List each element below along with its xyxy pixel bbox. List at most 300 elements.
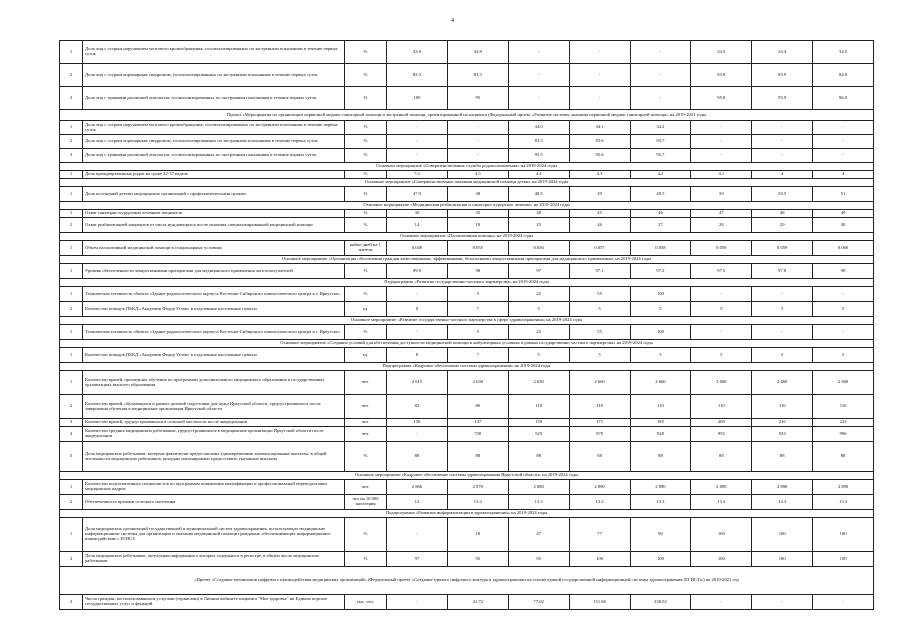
value-cell: - [691,121,752,135]
value-cell: 0.049 [387,241,448,256]
value-cell: 100 [752,518,813,552]
value-cell: 151.86 [569,595,630,610]
value-cell: 100 [569,552,630,567]
section-header-row [60,279,874,287]
indicator-name: Доля лиц с острым коронарным синдромом, госпитализированных по экстренным показаниям в течение первых суток [83,64,345,87]
value-cell: 12 [387,495,448,510]
unit: чел на 10 000 населения [345,495,387,510]
value-cell: 27 [630,218,691,233]
value-cell: 98 [813,264,874,279]
value-cell: 2 890 [752,480,813,495]
value-cell: - [752,121,813,135]
table-row [60,552,874,567]
value-cell: 46 [630,210,691,218]
indicator-name: Доля медицинских работников, актуальная информация о которых содержится в регистре, в общем числе медицинских работников [83,552,345,567]
value-cell: 8 [387,302,448,317]
value-cell: 88 [569,442,630,472]
value-cell: 5 [508,348,569,363]
row-number: 2 [60,302,83,317]
indicator-name: Количество врачей, трудоустроившихся в сельской местности после аккредитации [83,419,345,427]
value-cell: 97.5 [691,264,752,279]
value-cell: 25 [508,287,569,302]
value-cell: 88 [752,442,813,472]
value-cell: 2 615 [387,371,448,395]
value-cell: 979 [569,427,630,442]
page-number: 4 [451,18,454,24]
value-cell: 34.5 [813,41,874,64]
row-number: 2 [60,218,83,233]
value-cell: 95.5 [508,149,569,163]
value-cell: 2 660 [630,371,691,395]
section-title: Основное мероприятие «Организация обеспечения граждан качественными, эффективными, безопасными лекарственными препаратами для медицинского применения» на 2019-2024 годы [60,256,874,264]
value-cell: 100 [691,552,752,567]
value-cell: 98 [447,264,508,279]
value-cell: 0.059 [752,241,813,256]
value-cell: 2 890 [691,480,752,495]
value-cell: 33.8 [387,41,448,64]
value-cell: 0.055 [447,241,508,256]
value-cell: 95.9 [752,87,813,110]
value-cell: 50 [691,187,752,202]
value-cell: 4.5 [447,171,508,179]
value-cell: 83.3 [387,64,448,87]
value-cell: 110 [508,395,569,419]
value-cell: 0.057 [569,241,630,256]
value-cell: 82 [387,395,448,419]
value-cell: 2 890 [813,480,874,495]
indicator-name: Число граждан, воспользовавшихся услугами (сервисами) в Личном кабинете пациента "Мое здоровье" на Едином портале государственных услуг и функций [83,595,345,610]
row-number: 1 [60,210,83,218]
value-cell: 28 [691,218,752,233]
value-cell: 0.060 [813,241,874,256]
value-cell: - [752,135,813,149]
value-cell: - [691,325,752,340]
value-cell: 25 [508,218,569,233]
unit: % [345,210,387,218]
value-cell: 49 [813,210,874,218]
row-number: 1 [60,348,83,363]
indicator-name: Доля лиц с травмами различной этиологии, госпитализированных по экстренным показаниям в течение первых суток [83,149,345,163]
value-cell: 13.3 [630,495,691,510]
value-cell: 88 [508,442,569,472]
row-number: 2 [60,395,83,419]
unit: чел. [345,371,387,395]
section-header-row [60,110,874,121]
value-cell: 13.3 [752,495,813,510]
value-cell: - [691,149,752,163]
value-cell: 8 [387,348,448,363]
value-cell: - [752,149,813,163]
unit: чел. [345,395,387,419]
value-cell: 136 [387,419,448,427]
unit: % [345,518,387,552]
value-cell: 100 [630,287,691,302]
value-cell: 77 [569,518,630,552]
value-cell: 2 660 [813,371,874,395]
value-cell: 5 [691,302,752,317]
row-number: 1 [60,187,83,202]
table-row [60,287,874,302]
value-cell: 925 [508,427,569,442]
unit: % [345,171,387,179]
value-cell: 34.0 [508,121,569,135]
value-cell: 5 [569,348,630,363]
section-title: Основное мероприятие «Совершенствование службы родовспоможения» на 2019-2024 годы [60,163,874,171]
value-cell: 100 [813,552,874,567]
value-cell: 4.1 [691,171,752,179]
table-row [60,371,874,395]
value-cell: - [752,287,813,302]
value-cell: 95 [447,87,508,110]
value-cell: 233 [813,419,874,427]
section-header-row [60,202,874,210]
value-cell: 97.8 [752,264,813,279]
table-row [60,325,874,340]
row-number: 3 [60,87,83,110]
value-cell: 933 [752,427,813,442]
section-title: «Проект «Создание механизмов цифрового взаимодействия медицинских организаций» (Федеральный проект «Создание единого цифрового контура в здравоохранении на основе единой государственной информационной системы здравоохранения (ЕГИСЗ)») на 2019-2021 год [60,567,874,595]
table-row [60,480,874,495]
value-cell: 84.0 [813,64,874,87]
value-cell: 7.2 [387,171,448,179]
value-cell: 45 [569,210,630,218]
value-cell: - [630,87,691,110]
value-cell: 5 [813,302,874,317]
value-cell: 2 890 [630,480,691,495]
value-cell: 13.3 [691,495,752,510]
value-cell: 5 [752,302,813,317]
value-cell: 47 [508,518,569,552]
value-cell: 97.2 [630,264,691,279]
unit: % [345,41,387,64]
value-cell: 86 [447,395,508,419]
unit: % [345,218,387,233]
value-cell: 738 [447,427,508,442]
table-row [60,210,874,218]
value-cell: 83.6 [569,135,630,149]
value-cell: 26 [569,218,630,233]
value-cell: 48 [752,210,813,218]
section-header-row [60,256,874,264]
value-cell: 30 [813,218,874,233]
indicator-name: Доля преждевременных родов на сроке 22-37 недель [83,171,345,179]
unit: чел. [345,419,387,427]
value-cell: 216 [752,419,813,427]
row-number: 2 [60,495,83,510]
section-header-row [60,340,874,348]
value-cell: 33.8 [447,41,508,64]
value-cell: - [813,287,874,302]
table-row [60,171,874,179]
value-cell: 96.0 [813,87,874,110]
value-cell: 2 660 [569,371,630,395]
value-cell: 95.6 [569,149,630,163]
value-cell: 110 [813,395,874,419]
value-cell: 25 [508,325,569,340]
indicator-name: Доля лиц с острым нарушением мозгового кровообращения, госпитализированных по экстренным показаниям в течение первых суток [83,121,345,135]
value-cell: - [508,87,569,110]
value-cell: 4 [752,171,813,179]
value-cell: 83.7 [630,135,691,149]
value-cell: 49 [569,187,630,202]
unit: % [345,187,387,202]
row-number: 1 [60,121,83,135]
indicator-name: Количество врачей, прошедших обучение по программам дополнительного медицинского образования в государственных организациях высшего образования [83,371,345,395]
value-cell: 34.3 [691,41,752,64]
unit: % [345,325,387,340]
value-cell: 47 [691,210,752,218]
indicator-name: Уровень обеспеченности лекарственными препаратами для медицинского применения льготополучателей [83,264,345,279]
value-cell: - [752,325,813,340]
indicator-name: Объем паллиативной медицинской помощи в стационарных условиях [83,241,345,256]
unit: % [345,135,387,149]
row-number: 1 [60,371,83,395]
value-cell: - [387,287,448,302]
value-cell: - [447,135,508,149]
table-row [60,241,874,256]
value-cell: 238.92 [630,595,691,610]
value-cell: 34.2 [630,121,691,135]
value-cell: 0.059 [691,241,752,256]
value-cell: 4.4 [508,171,569,179]
value-cell: 100 [630,552,691,567]
unit: % [345,552,387,567]
value-cell: 88 [813,442,874,472]
value-cell: 18 [447,518,508,552]
value-cell: 928 [630,427,691,442]
indicator-name: Доля лиц с острым коронарным синдромом, госпитализированных по экстренным показаниям в течение первых суток [83,135,345,149]
row-number: 1 [60,480,83,495]
indicator-name: Количество врачей, обучающихся в рамках целевой подготовки для нужд Иркутской области, трудоустроившихся после завершения обучения в медицинские организации Иркутской области [83,395,345,419]
value-cell: 14 [387,218,448,233]
row-number: 3 [60,419,83,427]
unit: % [345,287,387,302]
value-cell: 51 [813,187,874,202]
value-cell: 185 [630,419,691,427]
value-cell: 95 [447,552,508,567]
row-number: 1 [60,264,83,279]
indicator-name: Количество средних медицинских работников, трудоустроившихся в медицинские организации Иркутской области после аккредитации [83,427,345,442]
value-cell: - [447,121,508,135]
value-cell: 35 [447,210,508,218]
value-cell: 171 [569,419,630,427]
value-cell: 41.72 [447,595,508,610]
indicator-name: Доля медицинских организаций государственной и муниципальной систем здравоохранения, использующих медицинские информационные системы для организации и оказания медицинской помощи гражданам, обеспечивающих информационное взаимодействие с ЕГИСЗ [83,518,345,552]
indicator-name: Количество поводок ПБКД «Академик Федор Углов» в отдаленные населенные пункты [83,348,345,363]
section-title: Основное мероприятие «Создание условий для обеспечения доступности медицинской помощи в амбулаторных условиях в рамках государственно-частного партнерства» на 2019-2024 годы [60,340,874,348]
value-cell: 49.5 [630,187,691,202]
value-cell: - [569,41,630,64]
table-row [60,41,874,64]
value-cell: 5 [508,302,569,317]
value-cell: 77.02 [508,595,569,610]
value-cell: 50.5 [752,187,813,202]
value-cell: 996 [813,427,874,442]
unit: % [345,87,387,110]
value-cell: 95 [508,552,569,567]
indicator-name: Количество поводок ПБКД «Академик Федор Углов» в отдаленные населенные пункты [83,302,345,317]
value-cell: 55 [569,287,630,302]
indicator-name: Обеспеченность врачами сельского населения [83,495,345,510]
section-title: Основное мероприятие «Кадровое обеспечение системы здравоохранения Иркутской области» на 2019-2024 годы [60,472,874,480]
section-title: Основное мероприятие «Совершенствование оказания медицинской помощи детям» на 2019-2024 годы [60,179,874,187]
value-cell: 88 [691,442,752,472]
value-cell: - [752,595,813,610]
value-cell: 95.7 [630,149,691,163]
table-row [60,442,874,472]
section-header-row [60,472,874,480]
value-cell: 5 [447,287,508,302]
value-cell: 48.5 [508,187,569,202]
unit: чел. [345,427,387,442]
value-cell: 100 [752,552,813,567]
table-row [60,419,874,427]
indicators-table [59,40,874,610]
indicator-name: Количество подготовленных специалистов по программам повышения квалификации и профессиональной переподготовки медицинских кадров [83,480,345,495]
indicator-name: Доля лиц с травмами различной этиологии, госпитализированных по экстренным показаниям в течение первых суток [83,87,345,110]
value-cell: 13.3 [447,495,508,510]
section-title: Подпрограмма «Кадровое обеспечение системы здравоохранения» на 2019-2024 годы [60,363,874,371]
table-row [60,348,874,363]
value-cell: - [447,149,508,163]
row-number: 1 [60,518,83,552]
table-row [60,427,874,442]
section-header-row [60,233,874,241]
row-number: 4 [60,427,83,442]
unit: чел. [345,480,387,495]
value-cell: 2 630 [447,371,508,395]
indicator-name: Доля медицинских работников, которым фактически предоставлены единовременные компенсационные выплаты, в общей численности медицинских работников, которым запланировано предоставить указанные выплаты [83,442,345,472]
unit: тыс. чел. [345,595,387,610]
section-header-row [60,510,874,518]
value-cell: 0.058 [630,241,691,256]
table-row [60,64,874,87]
value-cell: 34.1 [569,121,630,135]
value-cell: 147 [447,419,508,427]
row-number: 2 [60,552,83,567]
value-cell: 5 [569,302,630,317]
value-cell: - [569,87,630,110]
table-row [60,264,874,279]
value-cell: 100 [691,518,752,552]
section-title: Основное мероприятие «Паллиативная помощь» на 2019-2024 годы [60,233,874,241]
unit: % [345,121,387,135]
value-cell: 100 [387,87,448,110]
unit: % [345,64,387,87]
indicator-name: Техническая готовность объекта «Здание радиологического корпуса Восточно-Сибирского онкологического центра в г. Иркутске» [83,325,345,340]
value-cell: 159 [508,419,569,427]
value-cell: - [387,427,448,442]
value-cell: 2 866 [387,480,448,495]
value-cell: 83.5 [508,135,569,149]
value-cell: - [387,149,448,163]
value-cell: 100 [813,518,874,552]
section-title: Подпрограмма «Развитие государственно-частного партнерства» на 2019-2024 годы [60,279,874,287]
value-cell: 7 [447,348,508,363]
table-row [60,495,874,510]
value-cell: 97 [387,552,448,567]
unit: ед. [345,348,387,363]
value-cell: 29 [752,218,813,233]
indicator-name: Охват санаторно-курортным лечением пациентов [83,210,345,218]
value-cell: 200 [691,419,752,427]
value-cell: - [691,287,752,302]
section-title: Основное мероприятие «Медицинская реабилитация и санаторно-курортное лечение» на 2019-2024 годы [60,202,874,210]
value-cell: 2 890 [569,480,630,495]
value-cell: 18 [447,218,508,233]
row-number: 3 [60,595,83,610]
section-header-row [60,317,874,325]
value-cell: 5 [447,325,508,340]
unit: ед. [345,302,387,317]
value-cell: 4 [813,171,874,179]
value-cell: 2 880 [508,480,569,495]
value-cell: 30 [387,210,448,218]
value-cell: 88 [630,442,691,472]
value-cell: 2 630 [508,371,569,395]
value-cell: 5 [630,348,691,363]
section-header-row [60,179,874,187]
unit: % [345,149,387,163]
value-cell: 110 [630,395,691,419]
value-cell: 47.9 [387,187,448,202]
table-row [60,518,874,552]
value-cell: 110 [752,395,813,419]
value-cell: 88 [447,442,508,472]
value-cell: - [508,64,569,87]
value-cell: 2 870 [447,480,508,495]
section-header-row [60,163,874,171]
row-number: 1 [60,171,83,179]
unit: % [345,442,387,472]
value-cell: 83.8 [691,64,752,87]
value-cell: 48 [447,187,508,202]
row-number: 3 [60,149,83,163]
value-cell: 0.056 [508,241,569,256]
section-header-row [60,567,874,595]
value-cell: - [813,149,874,163]
value-cell: 955 [691,427,752,442]
table-row [60,595,874,610]
value-cell: 5 [752,348,813,363]
row-number: 1 [60,325,83,340]
table-row [60,302,874,317]
value-cell: 5 [691,348,752,363]
value-cell: - [508,41,569,64]
value-cell: - [387,325,448,340]
indicator-name: Охват реабилитацией пациентов от числа нуждающихся после оказания специализированной медицинской помощи [83,218,345,233]
value-cell: 110 [691,395,752,419]
table-row [60,395,874,419]
unit: койко-дней на 1 жителя [345,241,387,256]
value-cell: 95.8 [691,87,752,110]
value-cell: 83.3 [447,64,508,87]
value-cell: 100 [630,325,691,340]
value-cell: 5 [630,302,691,317]
value-cell: 99.9 [387,264,448,279]
value-cell: 13.3 [508,495,569,510]
value-cell: 4.2 [630,171,691,179]
value-cell: 40 [508,210,569,218]
value-cell: 4.3 [569,171,630,179]
row-number: 5 [60,442,83,472]
table-row [60,218,874,233]
value-cell: - [813,121,874,135]
value-cell: 55 [569,325,630,340]
value-cell: 13.3 [569,495,630,510]
value-cell: - [387,121,448,135]
row-number: 1 [60,41,83,64]
